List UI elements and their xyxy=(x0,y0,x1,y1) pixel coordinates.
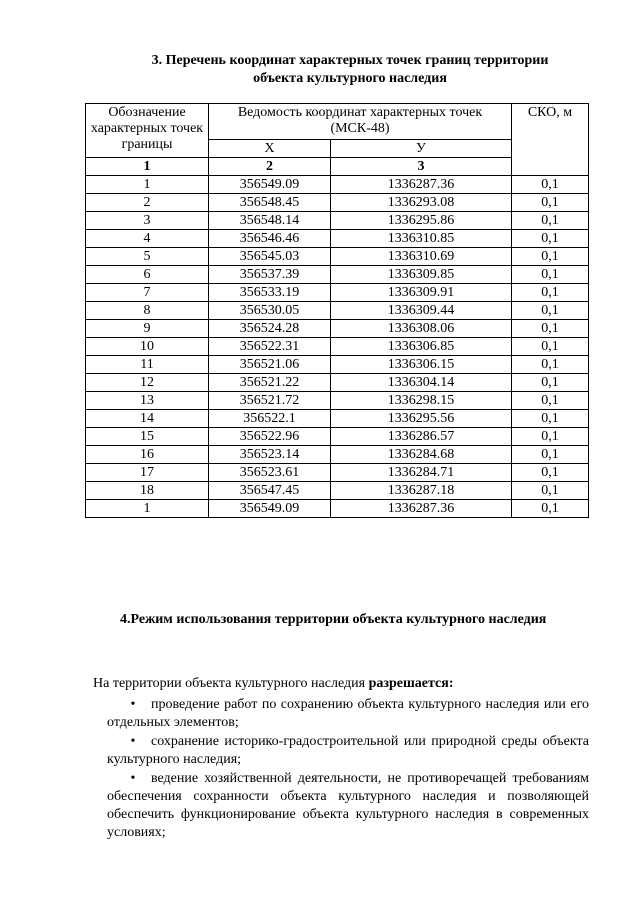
point-cell: 11 xyxy=(86,356,209,374)
section-4-title: 4.Режим использования территории объекта культурного наследия xyxy=(120,612,547,627)
sko-cell: 0,1 xyxy=(512,446,589,464)
x-cell: 356548.45 xyxy=(209,194,331,212)
point-cell: 2 xyxy=(86,194,209,212)
list-item-text: сохранение историко-градостроительной или природной среды объекта культурного наследия; xyxy=(107,734,589,767)
table-row xyxy=(86,212,589,230)
table-row xyxy=(86,248,589,266)
point-cell: 12 xyxy=(86,374,209,392)
point-cell: 3 xyxy=(86,212,209,230)
sko-cell: 0,1 xyxy=(512,266,589,284)
point-cell: 10 xyxy=(86,338,209,356)
point-cell: 17 xyxy=(86,464,209,482)
header-col-number-1: 1 xyxy=(86,158,209,176)
x-cell: 356521.72 xyxy=(209,392,331,410)
x-cell: 356533.19 xyxy=(209,284,331,302)
header-col-number-3: 3 xyxy=(331,158,512,176)
sko-cell: 0,1 xyxy=(512,338,589,356)
y-cell: 1336293.08 xyxy=(331,194,512,212)
section-3-title-line-1: 3. Перечень координат характерных точек границ территории xyxy=(151,53,549,68)
x-cell: 356522.31 xyxy=(209,338,331,356)
table-row xyxy=(86,176,589,194)
table-row xyxy=(86,284,589,302)
sko-cell: 0,1 xyxy=(512,248,589,266)
table-row xyxy=(86,320,589,338)
y-cell: 1336308.06 xyxy=(331,320,512,338)
y-cell: 1336310.69 xyxy=(331,248,512,266)
sko-cell: 0,1 xyxy=(512,284,589,302)
section-3-title xyxy=(100,52,600,88)
table-row xyxy=(86,266,589,284)
point-cell: 6 xyxy=(86,266,209,284)
table-row xyxy=(86,230,589,248)
bullet-icon: • xyxy=(130,697,136,712)
point-cell: 1 xyxy=(86,176,209,194)
x-cell: 356523.14 xyxy=(209,446,331,464)
table-row xyxy=(86,338,589,356)
coordinates-table-header xyxy=(86,104,589,176)
sko-cell: 0,1 xyxy=(512,410,589,428)
table-row xyxy=(86,428,589,446)
y-cell: 1336284.68 xyxy=(331,446,512,464)
x-cell: 356521.22 xyxy=(209,374,331,392)
header-coordinates-statement: Ведомость координат характерных точек (МСК-48) xyxy=(209,104,512,140)
y-cell: 1336309.91 xyxy=(331,284,512,302)
header-y: У xyxy=(331,140,512,158)
point-cell: 18 xyxy=(86,482,209,500)
y-cell: 1336306.15 xyxy=(331,356,512,374)
point-cell: 15 xyxy=(86,428,209,446)
table-row xyxy=(86,446,589,464)
table-row xyxy=(86,194,589,212)
table-row xyxy=(86,410,589,428)
point-cell: 1 xyxy=(86,500,209,518)
point-cell: 5 xyxy=(86,248,209,266)
y-cell: 1336287.36 xyxy=(331,500,512,518)
sko-cell: 0,1 xyxy=(512,356,589,374)
x-cell: 356549.09 xyxy=(209,176,331,194)
point-cell: 16 xyxy=(86,446,209,464)
y-cell: 1336310.85 xyxy=(331,230,512,248)
sko-cell: 0,1 xyxy=(512,320,589,338)
y-cell: 1336304.14 xyxy=(331,374,512,392)
y-cell: 1336286.57 xyxy=(331,428,512,446)
y-cell: 1336309.85 xyxy=(331,266,512,284)
bullet-icon: • xyxy=(130,771,136,786)
table-row xyxy=(86,464,589,482)
header-col-number-2: 2 xyxy=(209,158,331,176)
permitted-activities-list xyxy=(107,696,589,843)
permitted-intro-bold: разрешается: xyxy=(368,676,454,691)
table-row xyxy=(86,392,589,410)
sko-cell: 0,1 xyxy=(512,464,589,482)
x-cell: 356546.46 xyxy=(209,230,331,248)
x-cell: 356547.45 xyxy=(209,482,331,500)
x-cell: 356522.1 xyxy=(209,410,331,428)
y-cell: 1336284.71 xyxy=(331,464,512,482)
x-cell: 356549.09 xyxy=(209,500,331,518)
x-cell: 356537.39 xyxy=(209,266,331,284)
point-cell: 4 xyxy=(86,230,209,248)
point-cell: 13 xyxy=(86,392,209,410)
sko-cell: 0,1 xyxy=(512,374,589,392)
x-cell: 356521.06 xyxy=(209,356,331,374)
y-cell: 1336295.86 xyxy=(331,212,512,230)
y-cell: 1336295.56 xyxy=(331,410,512,428)
x-cell: 356523.61 xyxy=(209,464,331,482)
sko-cell: 0,1 xyxy=(512,176,589,194)
y-cell: 1336309.44 xyxy=(331,302,512,320)
x-cell: 356524.28 xyxy=(209,320,331,338)
x-cell: 356548.14 xyxy=(209,212,331,230)
point-cell: 7 xyxy=(86,284,209,302)
list-item-text: ведение хозяйственной деятельности, не противоречащей требованиям обеспечения сохранности объекта культурного наследия и позволяющей обеспечить функционирование объекта культурного наследия в современных условиях; xyxy=(107,771,589,840)
coordinates-table-body xyxy=(86,176,589,518)
y-cell: 1336287.18 xyxy=(331,482,512,500)
list-item xyxy=(107,770,589,842)
list-item xyxy=(107,696,589,732)
x-cell: 356545.03 xyxy=(209,248,331,266)
y-cell: 1336287.36 xyxy=(331,176,512,194)
y-cell: 1336306.85 xyxy=(331,338,512,356)
sko-cell: 0,1 xyxy=(512,194,589,212)
permitted-intro xyxy=(93,675,454,693)
table-row xyxy=(86,500,589,518)
table-row xyxy=(86,356,589,374)
sko-cell: 0,1 xyxy=(512,212,589,230)
x-cell: 356522.96 xyxy=(209,428,331,446)
x-cell: 356530.05 xyxy=(209,302,331,320)
header-point-designation: Обозначение характерных точек границы xyxy=(86,104,209,158)
bullet-icon: • xyxy=(130,734,136,749)
sko-cell: 0,1 xyxy=(512,500,589,518)
section-3-title-line-2: объекта культурного наследия xyxy=(253,71,447,86)
list-item-text: проведение работ по сохранению объекта культурного наследия или его отдельных элементов; xyxy=(107,697,589,730)
table-row xyxy=(86,374,589,392)
point-cell: 8 xyxy=(86,302,209,320)
header-sko: СКО, м xyxy=(512,104,589,176)
point-cell: 9 xyxy=(86,320,209,338)
permitted-intro-text: На территории объекта культурного наследия xyxy=(93,676,369,691)
header-x: Х xyxy=(209,140,331,158)
sko-cell: 0,1 xyxy=(512,482,589,500)
sko-cell: 0,1 xyxy=(512,230,589,248)
table-row xyxy=(86,482,589,500)
table-row xyxy=(86,302,589,320)
coordinates-table xyxy=(85,103,589,518)
sko-cell: 0,1 xyxy=(512,302,589,320)
sko-cell: 0,1 xyxy=(512,428,589,446)
point-cell: 14 xyxy=(86,410,209,428)
y-cell: 1336298.15 xyxy=(331,392,512,410)
list-item xyxy=(107,733,589,769)
sko-cell: 0,1 xyxy=(512,392,589,410)
